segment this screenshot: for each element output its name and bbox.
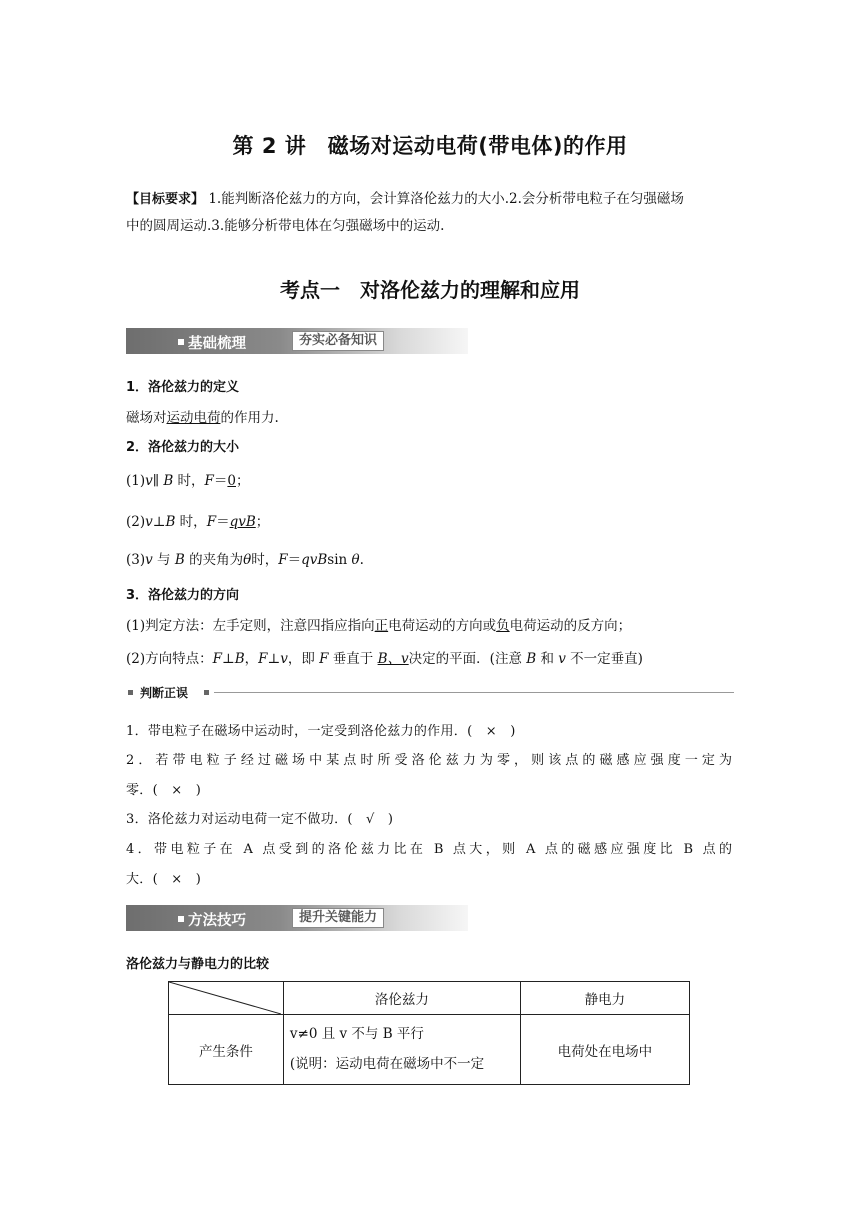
diagonal-line: [169, 982, 281, 1014]
banner-basics: [126, 328, 468, 354]
lorentz-condition-line-1: v≠0 且 v 不与 B 平行: [289, 1026, 424, 1042]
table-row-label: 产生条件: [169, 1015, 284, 1085]
requirements-tag: 【目标要求】: [126, 192, 205, 207]
divider: [214, 692, 734, 693]
s3-item-1: (1)判定方法：左手定则，注意四指应指向正电荷运动的方向或负电荷运动的反方向；: [126, 618, 632, 634]
square-bullet-icon: [178, 916, 184, 922]
judge-item-4-line-2: 大．( × ): [126, 872, 202, 887]
banner-methods-label: 方法技巧: [188, 913, 246, 929]
s3-heading: 3．洛伦兹力的方向: [126, 588, 240, 603]
answer-blank: 0: [227, 473, 236, 489]
lorentz-condition-line-2: (说明：运动电荷在磁场中不一定: [289, 1056, 485, 1072]
s2-item-1: (1)v∥ B 时，F＝0；: [126, 473, 250, 489]
answer-blank: 运动电荷: [166, 410, 221, 426]
table-header-lorentz: 洛伦兹力: [283, 982, 520, 1015]
requirements-line-1: 1.能判断洛伦兹力的方向，会计算洛伦兹力的大小.2.会分析带电粒子在匀强磁场: [208, 191, 684, 207]
compare-heading: 洛伦兹力与静电力的比较: [126, 957, 270, 972]
answer-blank: 负: [496, 618, 510, 634]
banner-methods: [126, 905, 468, 931]
square-bullet-icon: [204, 690, 209, 695]
answer-blank: B、v: [377, 651, 409, 667]
s3-item-2: (2)方向特点：F⊥B，F⊥v，即 F 垂直于 B、v决定的平面．(注意 B 和 v 不一定垂直): [126, 651, 643, 667]
s2-item-2: (2)v⊥B 时，F＝qvB；: [126, 514, 270, 530]
banner-basics-label: 基础梳理: [188, 336, 246, 352]
judge-item-4-line-1: 4．带电粒子在 A 点受到的洛伦兹力比在 B 点大，则 A 点的磁感应强度比 B 点的: [126, 842, 734, 857]
table-row: [169, 1015, 690, 1085]
banner-basics-sublabel: 夯实必备知识: [292, 331, 384, 351]
table-cell-electric: 电荷处在电场中: [520, 1015, 689, 1085]
table-corner-cell: [169, 982, 284, 1015]
answer-blank: 正: [374, 618, 389, 634]
s1-heading: 1．洛伦兹力的定义: [126, 380, 240, 395]
square-bullet-icon: [178, 339, 184, 345]
judge-item-2-line-2: 零．( × ): [126, 783, 202, 798]
judge-item-3: 3．洛伦兹力对运动电荷一定不做功．( √ ): [126, 812, 394, 827]
table-cell-lorentz: [283, 1015, 520, 1085]
answer-blank: qvB: [229, 514, 256, 530]
judge-heading-bar: [126, 684, 734, 700]
table-header-row: [169, 982, 690, 1015]
s2-item-3: (3)v 与 B 的夹角为θ时，F＝qvBsin θ.: [126, 552, 364, 568]
judge-item-1: 1．带电粒子在磁场中运动时，一定受到洛伦兹力的作用．( × ): [126, 724, 516, 739]
banner-methods-sublabel: 提升关键能力: [292, 908, 384, 928]
square-bullet-icon: [128, 690, 133, 695]
requirements-line-2: 中的圆周运动.3.能够分析带电体在匀强磁场中的运动.: [126, 218, 445, 234]
judge-heading: 判断正误: [140, 686, 189, 700]
comparison-table: [168, 981, 690, 1085]
page-title: 第 2 讲 磁场对运动电荷(带电体)的作用: [232, 134, 628, 158]
s2-heading: 2．洛伦兹力的大小: [126, 440, 240, 455]
s1-text: 磁场对运动电荷的作用力.: [126, 410, 279, 426]
judge-item-2-line-1: 2．若带电粒子经过磁场中某点时所受洛伦兹力为零，则该点的磁感应强度一定为: [126, 753, 734, 768]
section-title: 考点一 对洛伦兹力的理解和应用: [280, 278, 580, 302]
table-header-electric: 静电力: [520, 982, 689, 1015]
learning-requirements: [126, 186, 736, 239]
